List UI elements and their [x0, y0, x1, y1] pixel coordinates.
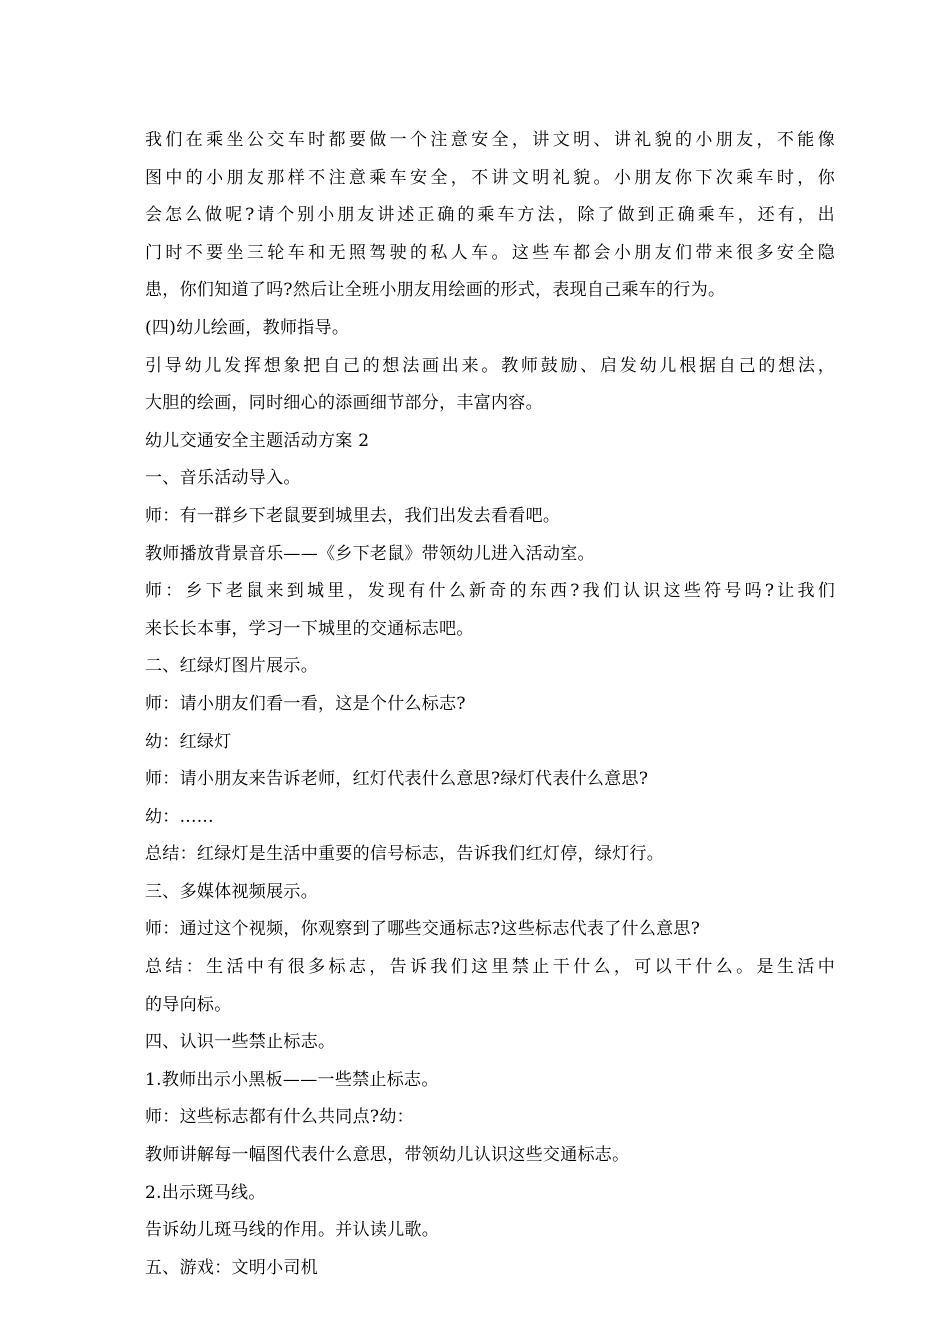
text-line: 师：这些标志都有什么共同点?幼： [145, 1107, 414, 1128]
text-line: 师：乡下老鼠来到城里，发现有什么新奇的东西?我们认识这些符号吗?让我们 [145, 581, 835, 602]
text-line: 三、多媒体视频展示。 [145, 881, 318, 902]
text-line: 一、音乐活动导入。 [145, 468, 301, 489]
text-line: 二、红绿灯图片展示。 [145, 656, 318, 677]
text-line: 总结：红绿灯是生活中重要的信号标志，告诉我们红灯停，绿灯行。 [145, 844, 664, 865]
text-line: 我们在乘坐公交车时都要做一个注意安全，讲文明、讲礼貌的小朋友，不能像 [145, 130, 835, 150]
text-line: 五、游戏：文明小司机 [145, 1257, 318, 1278]
text-line: 患，你们知道了吗?然后让全班小朋友用绘画的形式，表现自己乘车的行为。 [145, 280, 726, 301]
text-line: 来长长本事，学习一下城里的交通标志吧。 [145, 618, 474, 639]
text-line: 幼：红绿灯 [145, 731, 232, 752]
text-line: (四)幼儿绘画，教师指导。 [145, 317, 350, 338]
text-line: 2.出示斑马线。 [145, 1182, 266, 1203]
text-line: 师：请小朋友们看一看，这是个什么标志? [145, 693, 466, 714]
text-line: 图中的小朋友那样不注意乘车安全，不讲文明礼貌。小朋友你下次乘车时，你 [145, 167, 835, 188]
text-line: 大胆的绘画，同时细心的添画细节部分，丰富内容。 [145, 393, 543, 414]
text-line: 门时不要坐三轮车和无照驾驶的私人车。这些车都会小朋友们带来很多安全隐 [145, 242, 835, 263]
text-line: 会怎么做呢?请个别小朋友讲述正确的乘车方法，除了做到正确乘车，还有，出 [145, 205, 835, 226]
text-line: 师：通过这个视频，你观察到了哪些交通标志?这些标志代表了什么意思? [145, 919, 701, 940]
text-line: 的导向标。 [145, 994, 232, 1015]
document-body [145, 122, 835, 1287]
text-line: 1.教师出示小黑板——一些禁止标志。 [145, 1069, 439, 1090]
text-line: 教师讲解每一幅图代表什么意思，带领幼儿认识这些交通标志。 [145, 1145, 630, 1166]
text-line: 告诉幼儿斑马线的作用。并认读儿歌。 [145, 1220, 440, 1241]
text-line: 教师播放背景音乐——《乡下老鼠》带领幼儿进入活动室。 [145, 543, 595, 564]
text-line: 四、认识一些禁止标志。 [145, 1032, 336, 1053]
text-line: 幼儿交通安全主题活动方案 2 [145, 430, 370, 451]
text-line: 引导幼儿发挥想象把自己的想法画出来。教师鼓励、启发幼儿根据自己的想法， [145, 355, 835, 376]
text-line: 总结：生活中有很多标志，告诉我们这里禁止干什么，可以干什么。是生活中 [145, 957, 835, 978]
text-line: 师：有一群乡下老鼠要到城里去，我们出发去看看吧。 [145, 505, 561, 526]
text-line: 师：请小朋友来告诉老师，红灯代表什么意思?绿灯代表什么意思? [145, 769, 649, 790]
text-line: 幼：...... [145, 806, 214, 827]
